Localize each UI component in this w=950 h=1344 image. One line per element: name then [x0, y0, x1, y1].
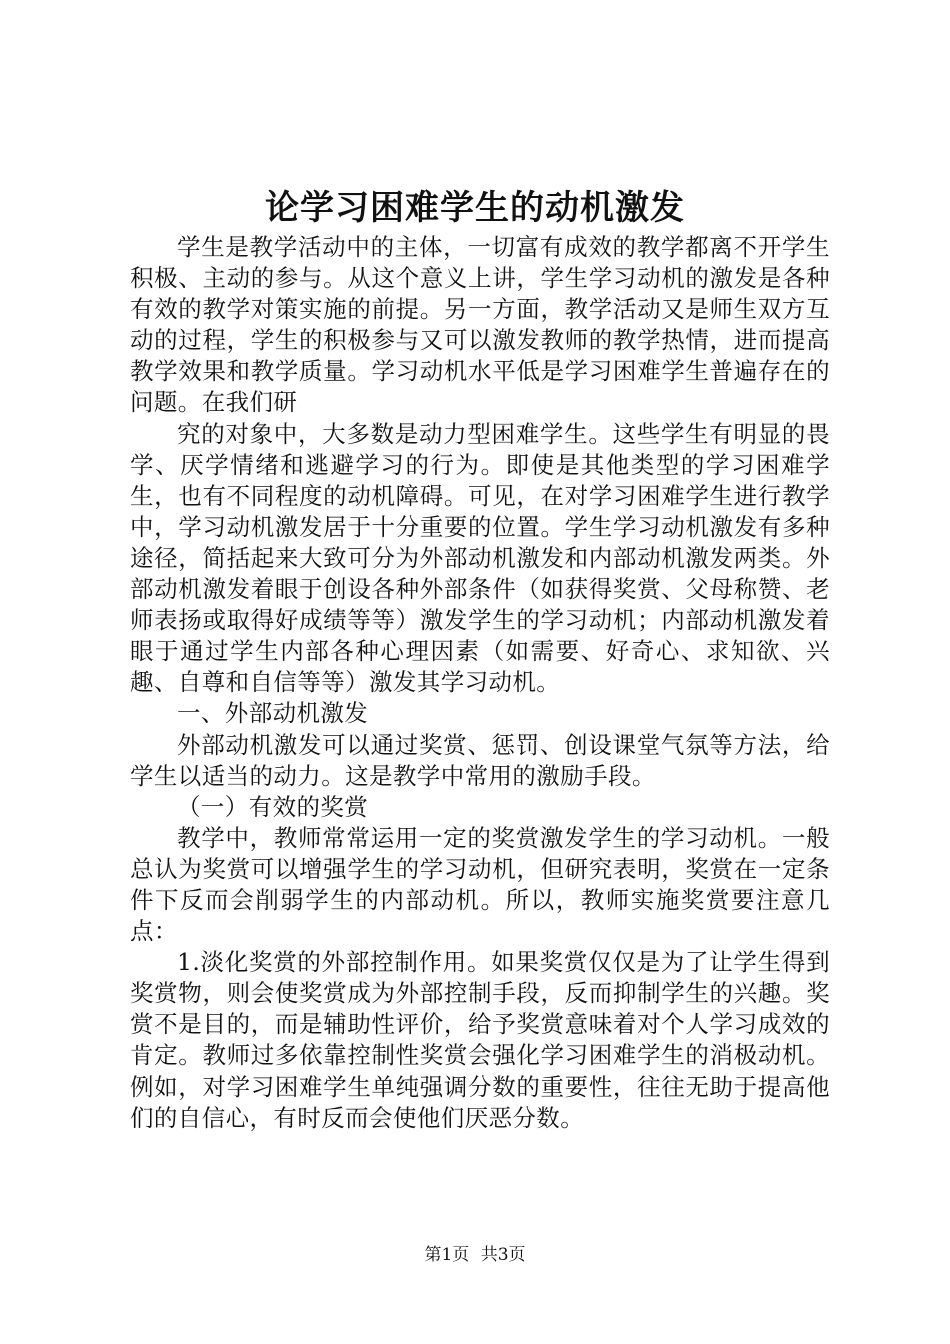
paragraph-external-motivation: 外部动机激发可以通过奖赏、惩罚、创设课堂气氛等方法，给学生以适当的动力。这是教学中常用的激励手段。	[130, 730, 830, 790]
page-footer	[0, 1244, 950, 1266]
page-total: 共3页	[480, 1245, 526, 1265]
paragraph-intro: 学生是教学活动中的主体，一切富有成效的教学都离不开学生积极、主动的参与。从这个意义上讲，学生学习动机的激发是各种有效的教学对策实施的前提。另一方面，教学活动又是师生双方互动的过程，学生的积极参与又可以激发教师的教学热情，进而提高教学效果和教学质量。学习动机水平低是学习困难学生普遍存在的问题。在我们研	[130, 233, 830, 417]
subsection-heading-effective-reward: （一）有效的奖赏	[177, 792, 369, 821]
section-heading-external-motivation: 一、外部动机激发	[177, 699, 369, 728]
paragraph-continuation: 究的对象中，大多数是动力型困难学生。这些学生有明显的畏学、厌学情绪和逃避学习的行为。即使是其他类型的学习困难学生，也有不同程度的动机障碍。可见，在对学习困难学生进行教学中，学习动机激发居于十分重要的位置。学生学习动机激发有多种途径，简括起来大致可分为外部动机激发和内部动机激发两类。外部动机激发着眼于创设各种外部条件（如获得奖赏、父母称赞、老师表扬或取得好成绩等等）激发学生的学习动机；内部动机激发着眼于通过学生内部各种心理因素（如需要、好奇心、求知欲、兴趣、自尊和自信等等）激发其学习动机。	[130, 419, 830, 697]
document-title: 论学习困难学生的动机激发	[265, 188, 685, 228]
page-number: 第1页	[424, 1245, 470, 1265]
document-body	[130, 232, 830, 1134]
paragraph-point-1: 1.淡化奖赏的外部控制作用。如果奖赏仅仅是为了让学生得到奖赏物，则会使奖赏成为外部控制手段，反而抑制学生的兴趣。奖赏不是目的，而是辅助性评价，给予奖赏意味着对个人学习成效的肯定。教师过多依靠控制性奖赏会强化学习困难学生的消极动机。例如，对学习困难学生单纯强调分数的重要性，往往无助于提高他们的自信心，有时反而会使他们厌恶分数。	[130, 948, 830, 1132]
paragraph-reward-intro: 教学中，教师常常运用一定的奖赏激发学生的学习动机。一般总认为奖赏可以增强学生的学习动机，但研究表明，奖赏在一定条件下反而会削弱学生的内部动机。所以，教师实施奖赏要注意几点：	[130, 823, 830, 946]
